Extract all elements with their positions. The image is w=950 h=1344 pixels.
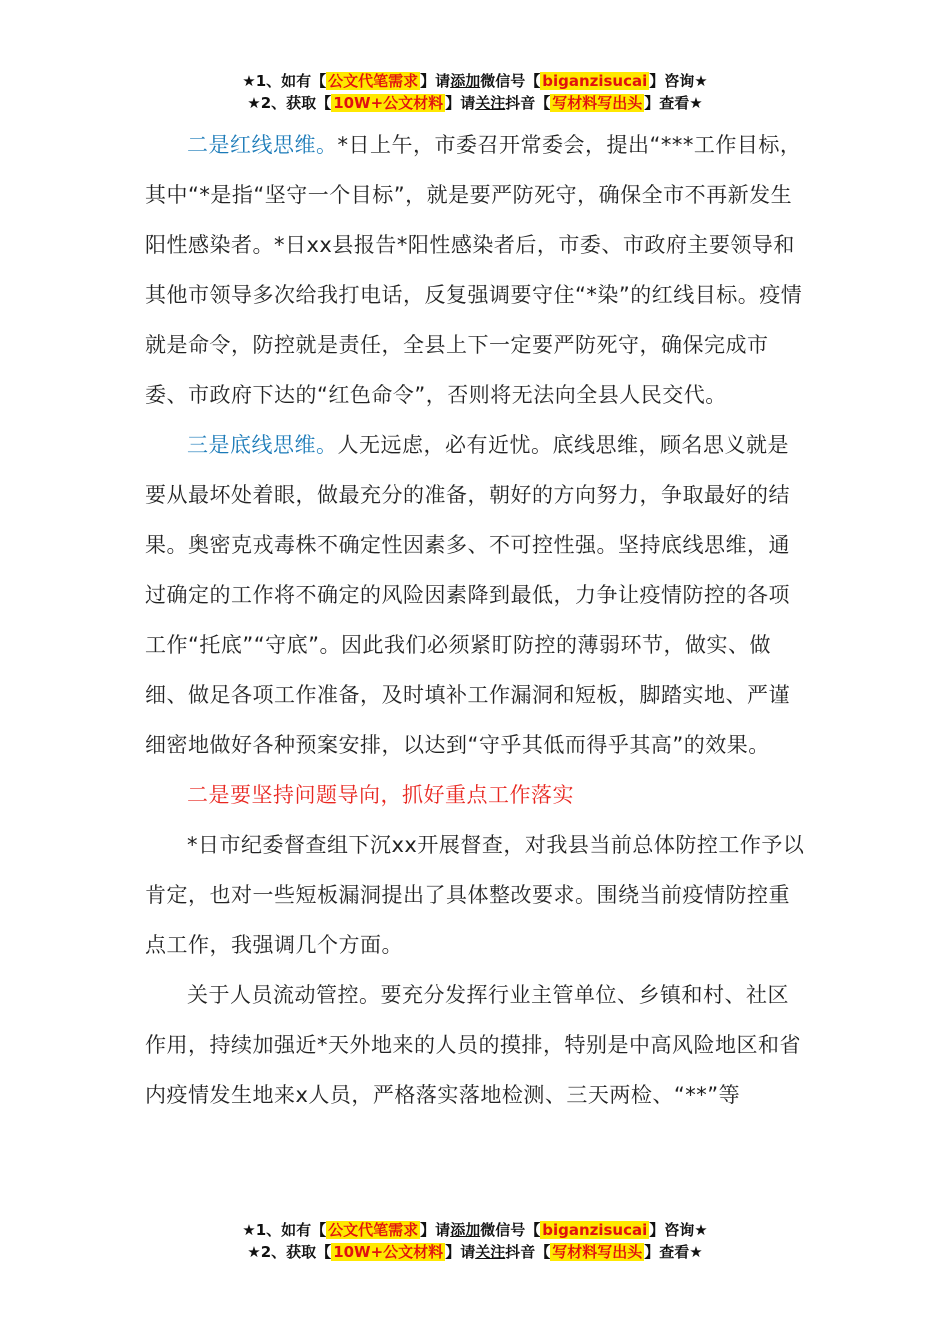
highlight-service: 公文代笔需求 [328, 72, 419, 90]
highlight-service: 公文代笔需求 [328, 1221, 419, 1239]
highlight-douyin-account: 写材料写出头 [552, 1243, 643, 1261]
highlight-materials: 10W+公文材料 [333, 1243, 444, 1261]
paragraph-bottom-line-thinking: 三是底线思维。人无远虑，必有近忧。底线思维，顾名思义就是要从最坏处着眼，做最充分的准备，朝好的方向努力，争取最好的结果。奥密克戎毒株不确定性因素多、不可控性强。坚持底线思维，通过确定的工作将不确定的风险因素降到最低，力争让疫情防控的各项工作“托底”“守底”。因此我们必须紧盯防控的薄弱环节，做实、做细、做足各项工作准备，及时填补工作漏洞和短板，脚踏实地、严谨细密地做好各种预案安排，以达到“守乎其低而得乎其高”的效果。 [145, 433, 790, 757]
highlight-douyin-account: 写材料写出头 [552, 94, 643, 112]
highlight-wechat-id: biganzisucai [542, 1221, 648, 1239]
promo-line-2: ★2、获取【 10W+公文材料 】请关注抖音【 写材料写出头 】查看★ [247, 1243, 703, 1261]
promo-line-2: ★2、获取【 10W+公文材料 】请关注抖音【 写材料写出头 】查看★ [247, 94, 703, 112]
highlight-wechat-id: biganzisucai [542, 72, 648, 90]
promo-line-1: ★1、如有【 公文代笔需求 】请添加微信号【 biganzisucai 】咨询★ [242, 1221, 708, 1239]
subheading-bottom-line: 三是底线思维。 [187, 433, 338, 457]
document-body [145, 120, 810, 1120]
highlight-materials: 10W+公文材料 [333, 94, 444, 112]
paragraph-inspection: *日市纪委督查组下沉xx开展督查，对我县当前总体防控工作予以肯定，也对一些短板漏洞提出了具体整改要求。围绕当前疫情防控重点工作，我强调几个方面。 [145, 833, 805, 957]
section-heading: 二是要坚持问题导向，抓好重点工作落实 [187, 783, 574, 807]
subheading-red-line: 二是红线思维。 [187, 133, 338, 157]
paragraph-red-line-thinking: 二是红线思维。*日上午，市委召开常委会，提出“***工作目标，其中“*是指“坚守一个目标”，就是要严防死守，确保全市不再新发生阳性感染者。*日xx县报告*阳性感染者后，市委、市政府主要领导和其他市领导多次给我打电话，反复强调要守住“*染”的红线目标。疫情就是命令，防控就是责任，全县上下一定要严防死守，确保完成市委、市政府下达的“红色命令”，否则将无法向全县人民交代。 [145, 133, 803, 407]
promo-banner-top [0, 70, 950, 114]
promo-line-1: ★1、如有【 公文代笔需求 】请添加微信号【 biganzisucai 】咨询★ [242, 72, 708, 90]
promo-banner-bottom [0, 1219, 950, 1263]
paragraph-personnel-control: 关于人员流动管控。要充分发挥行业主管单位、乡镇和村、社区作用，持续加强近*天外地来的人员的摸排，特别是中高风险地区和省内疫情发生地来x人员，严格落实落地检测、三天两检、“**”等 [145, 983, 801, 1107]
